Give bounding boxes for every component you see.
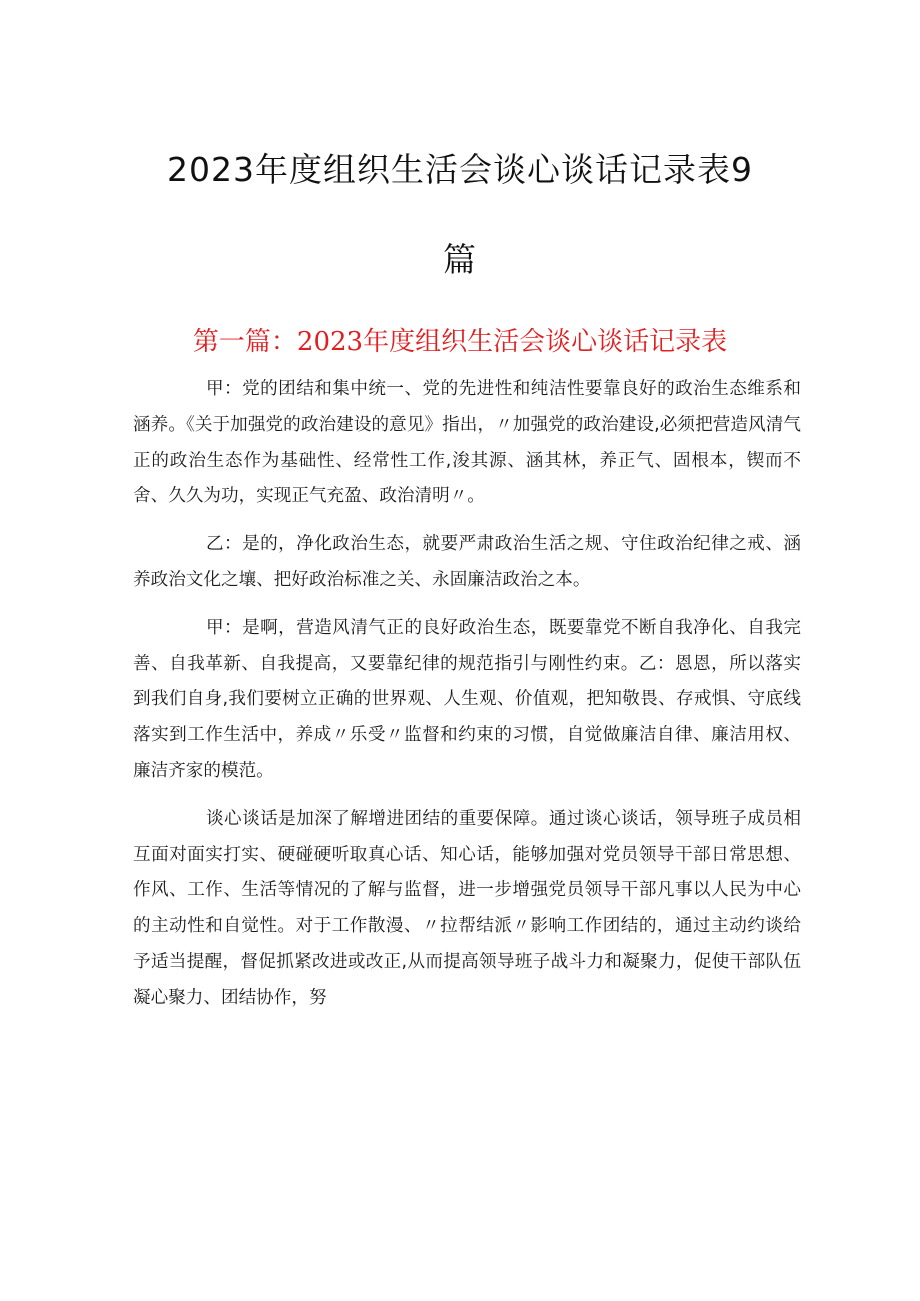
document-body <box>133 372 801 1029</box>
paragraph-2: 乙：是的，净化政治生态，就要严肃政治生活之规、守住政治纪律之戒、涵养政治文化之壤、把好政治标准之关、永固廉洁政治之本。 <box>133 534 801 590</box>
paragraph-3: 甲：是啊，营造风清气正的良好政治生态，既要靠党不断自我净化、自我完善、自我革新、自我提高，又要靠纪律的规范指引与刚性约束。乙：恩恩，所以落实到我们自身,我们要树立正确的世界观、人生观、价值观，把知敬畏、存戒惧、守底线落实到工作生活中，养成〃乐受〃监督和约束的习惯，自觉做廉洁自律、廉洁用权、廉洁齐家的模范。 <box>133 617 801 781</box>
paragraph-1: 甲：党的团结和集中统一、党的先进性和纯洁性要靠良好的政治生态维系和涵养。《关于加强党的政治建设的意见》指出，〃加强党的政治建设,必须把营造风清气正的政治生态作为基础性、经常性工作,浚其源、涵其林，养正气、固根本，锲而不舍、久久为功，实现正气充盈、政治清明〃。 <box>133 379 801 507</box>
paragraph-4: 谈心谈话是加深了解增进团结的重要保障。通过谈心谈话，领导班子成员相互面对面实打实、硬碰硬听取真心话、知心话，能够加强对党员领导干部日常思想、作风、工作、生活等情况的了解与监督，进一步增强党员领导干部凡事以人民为中心的主动性和自觉性。对于工作散漫、〃拉帮结派〃影响工作团结的，通过主动约谈给予适当提醒，督促抓紧改进或改正,从而提高领导班子战斗力和凝聚力，促使干部队伍凝心聚力、团结协作，努 <box>133 808 801 1008</box>
document-title-line-1: 2023年度组织生活会谈心谈话记录表9 <box>167 150 753 189</box>
section-heading: 第一篇：2023年度组织生活会谈心谈话记录表 <box>192 327 728 357</box>
document-title-line-2: 篇 <box>443 240 477 279</box>
